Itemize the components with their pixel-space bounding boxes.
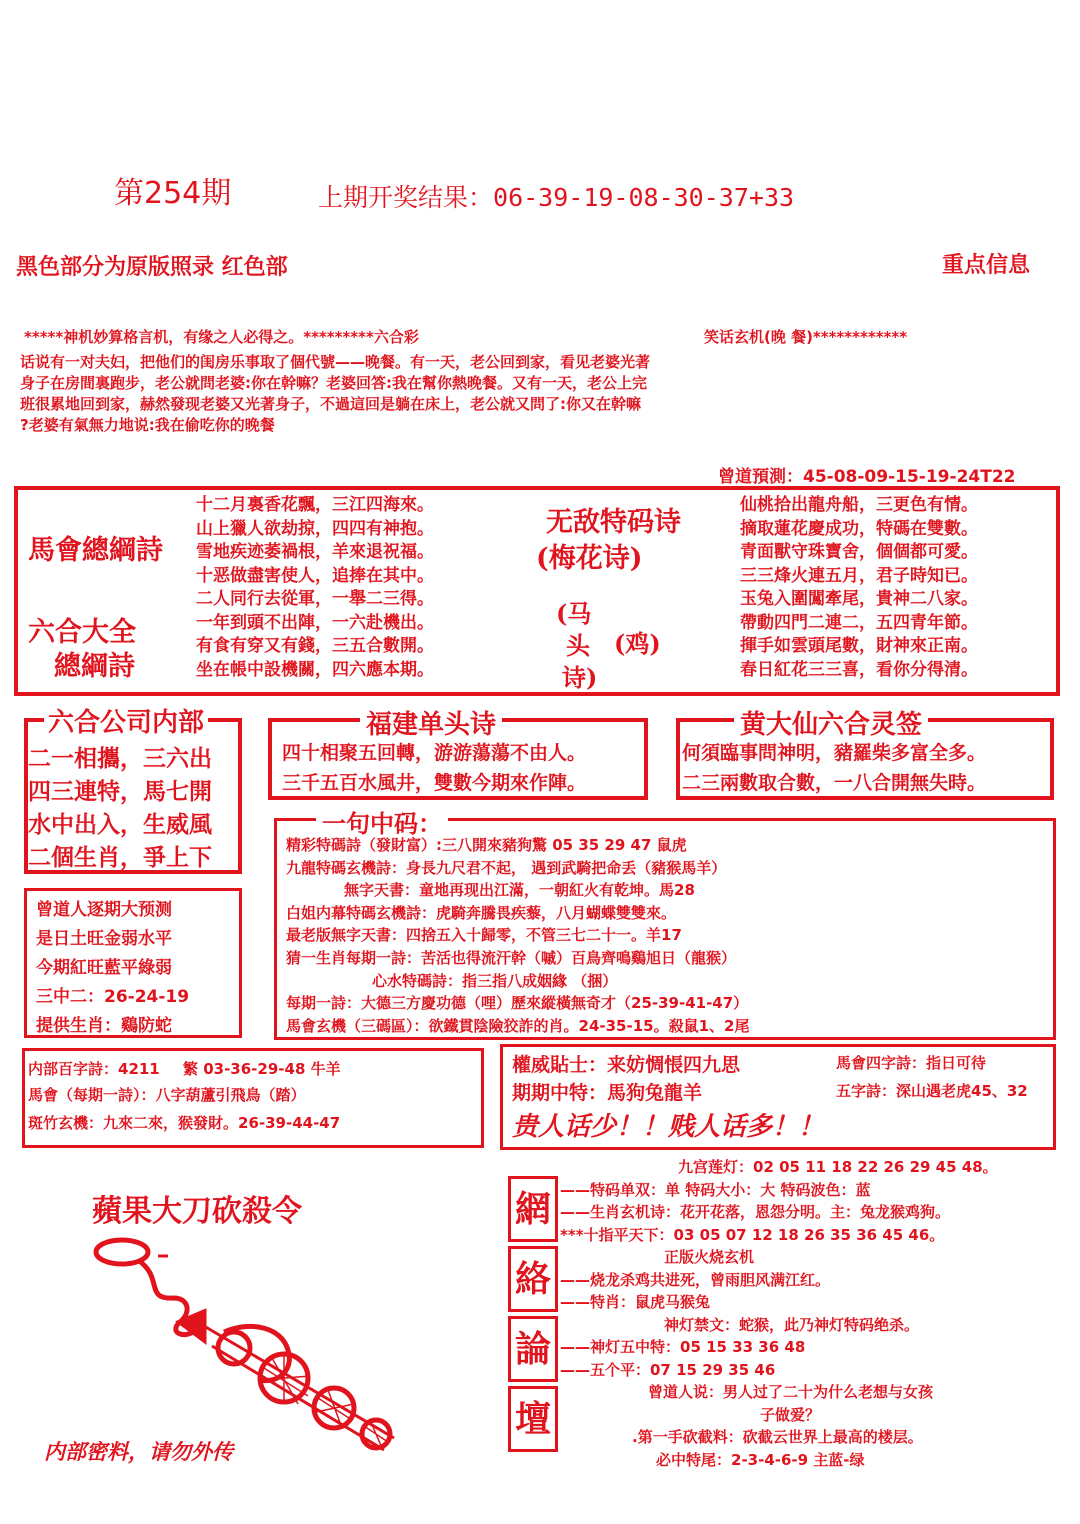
poem-left-lines <box>196 494 434 682</box>
joke-line: 话说有一对夫妇，把他们的闺房乐事取了個代號——晚餐。有一天，老公回到家，看见老婆光著 <box>20 353 651 371</box>
fujian-lines <box>282 738 586 798</box>
poem-line: 青面獸守珠寶舍，個個都可愛。 <box>740 542 978 562</box>
zengdao-content <box>36 896 189 1041</box>
poem-line: 十二月裏香花飄，三江四海來。 <box>196 495 434 515</box>
company-title: 六合公司内部 <box>44 702 208 739</box>
one-line-title: 一句中码： <box>316 804 448 839</box>
poem-label-2a: 六合大全 <box>28 617 136 648</box>
forum-line: ——特肖：鼠虎马猴兔 <box>560 1293 711 1311</box>
poem-line: 春日紅花三三喜，看你分得清。 <box>740 659 978 680</box>
forum-line: ——烧龙杀鸡共进死，曾雨胆风满江红。 <box>560 1270 831 1289</box>
inner-poem: 内部百字詩：4211 <box>28 1060 160 1078</box>
mid-text-c: (鸡) <box>614 629 661 658</box>
last-result-label: 上期开奖结果： <box>318 183 494 212</box>
poem-line: 摘取蓮花慶成功，特碼在雙數。 <box>740 518 978 539</box>
company-line: 四三連特，馬七開 <box>28 778 212 805</box>
fujian-line: 三千五百水風井，雙數今期來作陣。 <box>282 772 587 794</box>
poem-label-1: 馬會總綱詩 <box>28 535 163 566</box>
poem-label-2b: 總綱詩 <box>54 651 135 682</box>
poem-line: 帶動四門二連二，五四青年節。 <box>740 612 978 633</box>
poem-right-lines <box>740 494 978 682</box>
forum-line: 正版火烧玄机 <box>664 1248 755 1266</box>
forum-lines <box>560 1156 998 1471</box>
authority-slogan: 贵人话少！！贱人话多！！ <box>512 1112 825 1142</box>
forum-char: 壇 <box>508 1386 558 1452</box>
one-line-row: 馬會玄機（三碼區）：欲鐵貫陰險狡詐的肖。24-35-15。殺鼠1、2尾 <box>286 1016 750 1035</box>
forum-line: ——生肖玄机诗：花开花落，恩怨分明。主：兔龙猴鸡狗。 <box>560 1203 951 1221</box>
joke-line: ?老婆有氣無力地说:我在偷吃你的晚餐 <box>20 416 275 434</box>
inner-numbers: 繁 03-36-29-48 牛羊 <box>182 1060 341 1078</box>
joke-line: 班很累地回到家，赫然發现老婆又光著身子，不過這回是躺在床上，老公就又問了:你又在幹嘛 <box>20 395 642 413</box>
joke-title-left: *****神机妙算格言机，有缘之人必得之。*********六合彩 <box>24 328 419 346</box>
one-line-row: 每期一詩：大德三方慶功德（哩）歷來縱橫無奇才（25-39-41-47） <box>286 994 749 1013</box>
forum-line: .第一手砍截料：砍截云世界上最高的楼层。 <box>632 1428 923 1446</box>
mid-text-a: (马 <box>556 599 592 628</box>
joke-body <box>20 352 650 436</box>
poem-line: 十恶做盡害使人，追捧在其中。 <box>196 565 434 586</box>
one-line-row: 最老版無字天書：四捨五入十歸零，不管三七二十一。羊17 <box>286 926 682 945</box>
poem-line: 揮手如雲頭尾數，財神來正南。 <box>740 636 978 656</box>
fujian-line: 四十相聚五回轉，游游蕩蕩不由人。 <box>282 742 587 764</box>
one-line-row: 猜一生肖每期一詩：苦活也得流汗幹（嘁）百鳥齊鳴鷄旭日（龍猴） <box>286 948 737 967</box>
forum-char: 絡 <box>508 1246 558 1312</box>
forum-line: 必中特尾：2-3-4-6-9 主蓝-绿 <box>656 1450 865 1469</box>
forum-line: ——特码单双：单 特码大小：大 特码波色：蓝 <box>560 1180 871 1199</box>
last-result-numbers: 06-39-19-08-30-37+33 <box>493 183 795 212</box>
inner-line-2: 馬會（每期一詩）：八字葫蘆引飛鳥（踏） <box>28 1086 306 1104</box>
one-line-lines <box>286 834 749 1037</box>
one-line-row: 心水特碼詩：指三指八成姻緣 （捆） <box>372 971 618 990</box>
zengdao-line: 三中二：26-24-19 <box>36 987 190 1007</box>
joke-line: 身子在房間裏跑步，老公就問老婆:你在幹嘛？老婆回答:我在幫你熱晚餐。又有一天，老公上完 <box>20 374 648 392</box>
mid-text-b: 头 <box>566 631 590 660</box>
one-line-row: 精彩特碼詩（發財富）:三八開來豬狗驚 05 35 29 47 鼠虎 <box>286 836 687 854</box>
poem-line: 雪地疾迹萎禍根，羊來退祝福。 <box>196 542 434 562</box>
zengdao-line: 今期紅旺藍平綠弱 <box>36 958 172 978</box>
huang-title: 黄大仙六合灵签 <box>734 704 928 741</box>
inner-line-1 <box>28 1058 341 1079</box>
forum-char: 論 <box>508 1316 558 1382</box>
authority-line-2a: 期期中特：馬狗兔龍羊 <box>512 1082 703 1104</box>
authority-line-2b: 五字詩：深山遇老虎45、32 <box>836 1082 1028 1100</box>
inner-line-3: 斑竹玄機：九來二來，猴發財。26-39-44-47 <box>28 1114 341 1132</box>
zengdao-title: 曾道人逐期大预测 <box>36 900 172 920</box>
authority-line-1a: 權威貼士：来妨惆悵四九思 <box>512 1054 741 1076</box>
mid-title-2: (梅花诗) <box>536 543 643 574</box>
poem-line: 有食有穿又有錢，三五合數開。 <box>196 636 434 656</box>
mid-text-d: 诗) <box>562 663 598 692</box>
huang-line: 何須臨事問神明，豬羅柴多富全多。 <box>682 742 987 764</box>
forum-side-label <box>508 1176 558 1452</box>
zengdao-forecast: 曾道預測：45-08-09-15-19-24T22 <box>718 467 1016 487</box>
huang-line: 二三兩數取合數，一八合開無失時。 <box>682 772 987 794</box>
poem-line: 仙桃拾出龍舟船，三更色有情。 <box>740 495 978 515</box>
banner-left: 黑色部分为原版照录 红色部 <box>16 255 288 280</box>
company-lines <box>28 742 212 874</box>
apple-footer: 内部密料，请勿外传 <box>44 1439 233 1464</box>
forum-line: ——神灯五中特：05 15 33 36 48 <box>560 1338 806 1356</box>
poem-line: 二人同行去從軍，一舉二三得。 <box>196 589 434 609</box>
forum-line: 九宫莲灯：02 05 11 18 22 26 29 45 48。 <box>678 1158 998 1176</box>
authority-line-1b: 馬會四字詩：指日可待 <box>836 1054 987 1072</box>
poem-line: 坐在帳中設機關，四六應本期。 <box>196 659 434 680</box>
forum-line: ***十指平天下：03 05 07 12 18 26 35 36 45 46。 <box>560 1225 945 1244</box>
banner-right: 重点信息 <box>942 253 1031 278</box>
forum-line: 子做爱？ <box>760 1405 821 1424</box>
fujian-title: 福建单头诗 <box>360 704 502 741</box>
company-line: 水中出入，生威風 <box>28 811 212 838</box>
poem-line: 玉兔入圍闖牽尾，貴神二八家。 <box>740 589 978 609</box>
company-line: 二一相攜，三六出 <box>28 745 212 772</box>
issue-number: 第254期 <box>114 176 232 211</box>
one-line-row: 無字天書：童地再现出江滿，一朝紅火有乾坤。馬28 <box>344 881 695 900</box>
forum-line: 曾道人说：男人过了二十为什么老想与女孩 <box>648 1383 934 1401</box>
forum-char: 網 <box>508 1176 558 1242</box>
one-line-row: 九龍特碼玄機詩：身長九尺君不起， 遇到武騎把命丢（豬猴馬羊） <box>286 858 727 877</box>
joke-title-right: 笑话玄机(晚 餐)************ <box>704 328 908 346</box>
one-line-row: 白姐内幕特碼玄機詩：虎騎奔騰畏疾藜，八月蝴蝶雙雙來。 <box>286 903 677 922</box>
forum-line: 神灯禁文：蛇猴，此乃神灯特码绝杀。 <box>664 1315 920 1334</box>
poem-line: 山上獵人欲劫掠，四四有神抱。 <box>196 518 434 539</box>
zengdao-line: 提供生肖：鷄防蛇 <box>36 1016 172 1036</box>
mid-title-1: 无敌特码诗 <box>546 507 681 538</box>
huang-lines <box>682 738 986 798</box>
last-result <box>318 178 794 214</box>
apple-title: 蘋果大刀砍殺令 <box>92 1194 302 1229</box>
forum-line: ——五个平：07 15 29 35 46 <box>560 1360 776 1379</box>
company-line: 二個生肖，爭上下 <box>28 844 212 871</box>
poem-line: 三三烽火連五月，君子時知已。 <box>740 565 978 586</box>
zengdao-line: 是日土旺金弱水平 <box>36 929 172 949</box>
poem-line: 一年到頭不出陣，一六赴機出。 <box>196 612 434 633</box>
